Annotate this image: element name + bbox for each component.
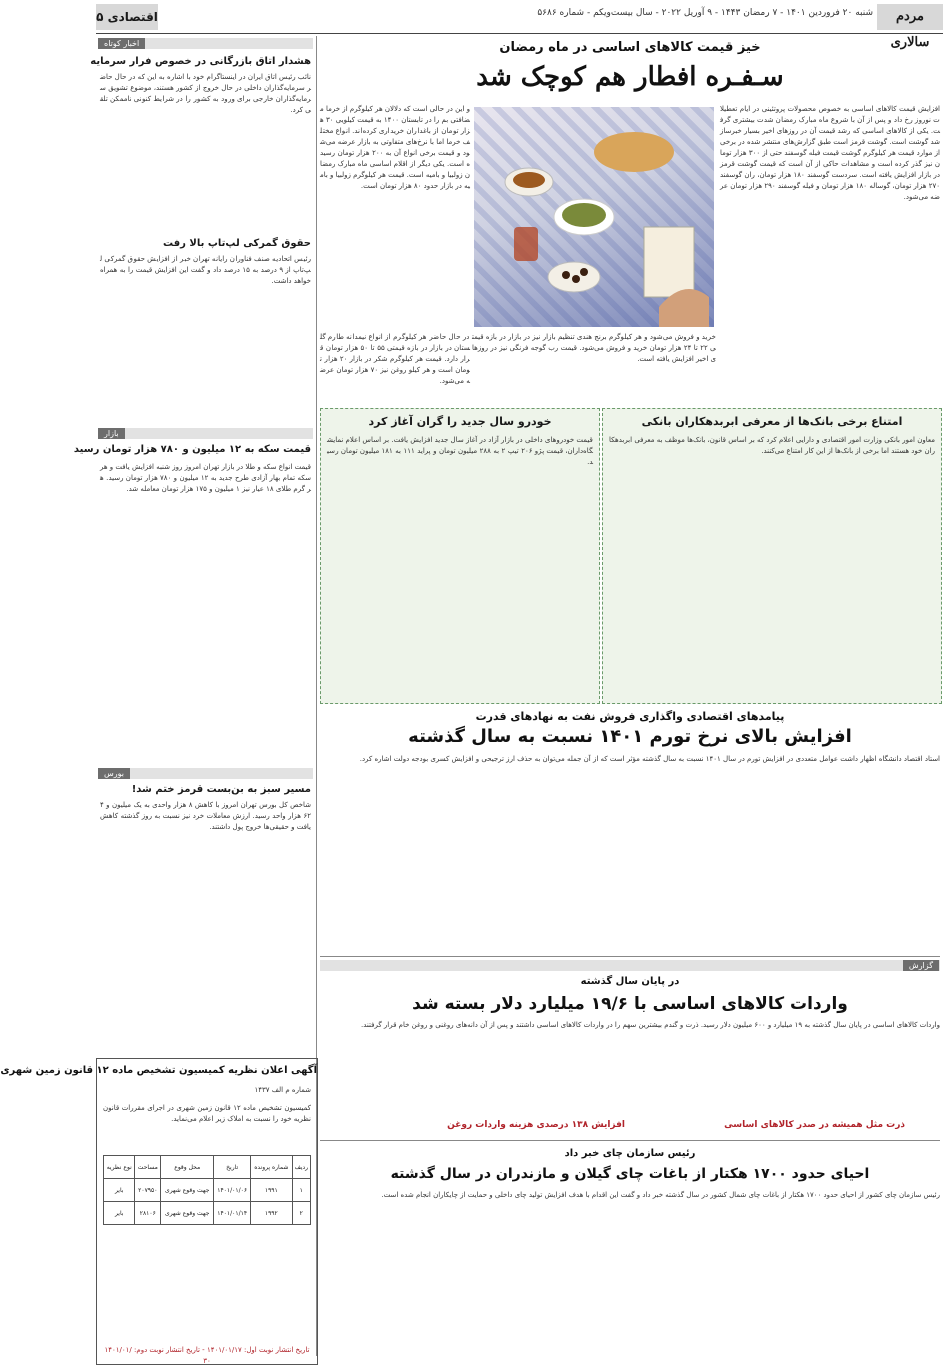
inflation-headline: افزایش بالای نرخ تورم ۱۴۰۱ نسبت به سال گذشته bbox=[408, 726, 852, 747]
iftar-table-photo bbox=[474, 107, 714, 327]
inflation-body: استاد اقتصاد دانشگاه اظهار داشت عوامل متعددی در افزایش تورم در سال ۱۴۰۱ نسبت به سال گذشته مؤثر است که از آن جمله می‌توان به حذف ارز ترجیحی و افزایش کسری بودجه دولت اشاره کرد. bbox=[359, 755, 940, 763]
sidebar-item-body: نائب رئیس اتاق ایران در اینستاگرام خود با اشاره به این که در حال حاضر سرمایه‌گذاران داخلی در حال خروج از کشور هستند، موضوع تشویق سرمایه‌گذاران خارجی برای ورود به کشور را در شرایط کنونی ناممکن تلقی کرد. bbox=[100, 73, 311, 114]
table-row bbox=[104, 1179, 311, 1202]
table-cell: ۱۹۹۱ bbox=[251, 1179, 293, 1202]
cars-body: قیمت خودروهای داخلی در بازار آزاد در آغاز سال جدید افزایش یافت. بر اساس اعلام نمایشگاه‌داران، قیمت پژو ۲۰۶ تیپ ۲ به ۲۸۸ میلیون تومان و پراید ۱۱۱ به ۱۸۱ میلیون تومان رسید. bbox=[327, 436, 593, 466]
banks-title: امتناع برخی بانک‌ها از معرفی ابربدهکاران بانکی bbox=[641, 415, 903, 428]
ad-table-header: تاریخ bbox=[214, 1156, 251, 1179]
ad-table-header: مساحت bbox=[135, 1156, 161, 1179]
main-story-body-right: افزایش قیمت کالاهای اساسی به خصوص محصولات پروتئینی در ایام تعطیلات نوروز رخ داد و پس از آن با شروع ماه مبارک رمضان شدت بیشتری گرفت. یکی از کالاهای اساسی که رشد قیمت آن در روزهای اخیر بسیار خبرساز شد گوشت است. گوشت قرمز است طبق گزارش‌های منتشر شده در برخی از موارد قیمت هر کیلوگرم گوشت قیمت فیله گوسفند حتی از ۳۰۰ هزار تومان نیز گذر کرده است و مشاهدات حاکی از آن است که قیمت گوشت قرمز در بازار افزایش یافته است. سردست گوسفند ۱۸۰ هزار تومان، ران گوسفند ۲۷۰ هزار تومان، گوساله ۱۸۰ هزار تومان و فیله گوسفند ۲۹۰ هزار تومان عرضه می‌شود. bbox=[720, 105, 940, 201]
table-cell: ۱۹۹۲ bbox=[251, 1202, 293, 1225]
table-cell: جهت وقوع شهری bbox=[161, 1179, 214, 1202]
ad-number: شماره م الف ۱۴۳۷ bbox=[254, 1086, 311, 1094]
ad-title: آگهی اعلان نظریه کمیسیون تشخیص ماده ۱۲ قانون زمین شهری bbox=[0, 1065, 317, 1076]
iftar-food-illustration bbox=[474, 107, 714, 327]
sidebar-item-title: حقوق گمرکی لپ‌تاپ بالا رفت bbox=[163, 238, 311, 249]
report-tag-bar bbox=[320, 960, 940, 971]
table-cell: جهت وقوع شهری bbox=[161, 1202, 214, 1225]
table-cell: ۲ bbox=[292, 1202, 310, 1225]
ad-table-header: ردیف bbox=[292, 1156, 310, 1179]
section-divider bbox=[320, 956, 940, 957]
photo-caption-text: خرید و فروش می‌شود و هر کیلوگرم برنج هندی تنظیم بازار نیز در بازار در بازه قیمتی ۲۲ تا ۲۴ هزار تومان خرید و فروش می‌شود. قیمت رب گوجه فرنگی نیز در روزهای اخیر افزایش یافته است. bbox=[472, 333, 717, 363]
sidebar-item-body: رئیس اتحادیه صنف فناوران رایانه تهران خبر از افزایش حقوق گمرکی لپ‌تاپ از ۹ درصد به ۱۵ درصد داد و گفت این افزایش قیمت را به همراه خواهد داشت. bbox=[100, 255, 311, 285]
section-divider bbox=[320, 1140, 940, 1141]
ad-table-header: محل وقوع bbox=[161, 1156, 214, 1179]
section-title: اقتصادی ۵ bbox=[96, 4, 158, 30]
bourse-body: شاخص کل بورس تهران امروز با کاهش ۸ هزار واحدی به یک میلیون و ۴۶۲ هزار واحد رسید. ارزش معاملات خرد نیز نسبت به روز گذشته کاهش یافت و حقیقی‌ها خروج پول داشتند. bbox=[100, 801, 311, 831]
table-cell: بایر bbox=[104, 1179, 135, 1202]
bourse-tag-bar bbox=[98, 768, 313, 779]
ad-intro: کمیسیون تشخیص ماده ۱۲ قانون زمین شهری در اجرای مقررات قانون نظریه خود را نسبت به املاک زیر اعلام می‌نماید. bbox=[103, 1104, 311, 1123]
table-cell: بایر bbox=[104, 1202, 135, 1225]
main-story-body-left: و این در حالی است که دلالان هر کیلوگرم از خرما مضافتی بم را در تابستان ۱۴۰۰ به قیمت کیلویی ۳۰ هزار تومان از باغداران خریداری کرده‌اند. انواع مختلف خرما اما با نرخ‌های متفاوتی به بازار عرضه می‌شود و قیمت برخی انواع آن به ۲۰۰ هزار تومان رسیده است. یکی دیگر از اقلام اساسی ماه مبارک رمضان زولبیا و بامیه است. قیمت هر کیلوگرم زولبیا و بامیه در بازار حدود ۸۰ هزار تومان است. bbox=[320, 105, 470, 190]
table-cell: ۱۴۰۱/۰۱/۱۴ bbox=[214, 1202, 251, 1225]
ad-footer: تاریخ انتشار نوبت اول: ۱۴۰۱/۰۱/۱۷ - تاریخ انتشار نوبت دوم: ۱۴۰۱/۰۱/۳۰ bbox=[104, 1346, 310, 1365]
main-story-col-middle: در حال حاضر هر کیلوگرم از انواع نیمدانه طارم گلستان در بازار در بازه قیمتی ۵۵ تا ۵۰ هزار تومان قرار دارد. قیمت هر کیلوگرم شکر در بازار ۲۰ هزار تومان است و هر کیلو روغن نیز ۷۰ هزار تومان عرضه می‌شود. bbox=[320, 333, 471, 385]
cars-title: خودرو سال جدید را گران آغاز کرد bbox=[368, 415, 552, 428]
tea-headline: احیای حدود ۱۷۰۰ هکتار از باغات چای گیلان و مازندران در سال گذشته bbox=[390, 1166, 870, 1182]
report-body: واردات کالاهای اساسی در پایان سال گذشته به ۱۹ میلیارد و ۶۰۰ میلیون دلار رسید. ذرت و گندم بیشترین سهم را در واردات کالاهای اساسی داشتند و پس از آن دانه‌های روغنی و روغن خام قرار گرفتند. bbox=[361, 1021, 940, 1029]
report-subhead-oil: افزایش ۱۳۸ درصدی هزینه واردات روغن bbox=[447, 1120, 625, 1130]
gold-body: قیمت انواع سکه و طلا در بازار تهران امروز روز شنبه افزایش یافت و هر سکه تمام بهار آزادی طرح جدید به ۱۲ میلیون و ۷۸۰ هزار تومان رسید. هر گرم طلای ۱۸ عیار نیز ۱ میلیون و ۱۷۵ هزار تومان معامله شد. bbox=[100, 463, 311, 493]
table-cell: ۲۰۷۹۵۰ bbox=[135, 1179, 161, 1202]
issue-info: شنبه ۲۰ فروردین ۱۴۰۱ - ۷ رمضان ۱۴۴۳ - ۹ آوریل ۲۰۲۲ - سال بیست‌و‌یکم - شماره ۵۶۸۶ bbox=[537, 8, 873, 18]
ad-table-header: نوع نظریه bbox=[104, 1156, 135, 1179]
report-headline: واردات کالاهای اساسی با ۱۹/۶ میلیارد دلار بسته شد bbox=[412, 994, 848, 1014]
banks-box bbox=[602, 408, 942, 704]
main-story-kicker: خیز قیمت کالاهای اساسی در ماه رمضان bbox=[499, 40, 761, 55]
cars-box bbox=[320, 408, 600, 704]
masthead-rule bbox=[96, 33, 943, 34]
gold-title: قیمت سکه به ۱۲ میلیون و ۷۸۰ هزار تومان رسید bbox=[73, 444, 311, 455]
banks-body: معاون امور بانکی وزارت امور اقتصادی و دارایی اعلام کرد که بر اساس قانون، بانک‌ها موظف به معرفی ابربدهکاران خود هستند اما برخی از بانک‌ها از این کار امتناع می‌کنند. bbox=[609, 436, 935, 455]
report-section-tag: گزارش bbox=[903, 960, 939, 971]
gold-tag-bar bbox=[98, 428, 313, 439]
table-cell: ۱۴۰۱/۰۱/۰۶ bbox=[214, 1179, 251, 1202]
newspaper-logo: مردم سالاری bbox=[877, 4, 943, 30]
legal-notice-ad bbox=[0, 1058, 318, 1365]
sidebar-section-tag: اخبار کوتاه bbox=[98, 38, 145, 49]
bourse-section-tag: بورس bbox=[98, 768, 130, 779]
tea-kicker: رئیس سازمان چای خبر داد bbox=[564, 1148, 696, 1159]
report-subhead-corn: ذرت مثل همیشه در صدر کالاهای اساسی bbox=[724, 1120, 905, 1130]
gold-section-tag: بازار bbox=[98, 428, 125, 439]
bourse-title: مسیر سبز به بن‌بست قرمز ختم شد! bbox=[131, 784, 311, 795]
ad-table bbox=[103, 1155, 311, 1225]
sidebar-item-title: هشدار اتاق بازرگانی در خصوص فرار سرمایه bbox=[90, 56, 311, 67]
table-cell: ۱ bbox=[292, 1179, 310, 1202]
table-cell: ۲۸۱۰۶ bbox=[135, 1202, 161, 1225]
ad-table-header: شماره پرونده bbox=[251, 1156, 293, 1179]
table-row bbox=[104, 1202, 311, 1225]
inflation-kicker: پیامدهای اقتصادی واگذاری فروش نفت به نهادهای قدرت bbox=[475, 710, 785, 723]
report-kicker: در پایان سال گذشته bbox=[580, 976, 680, 987]
tea-body: رئیس سازمان چای کشور از احیای حدود ۱۷۰۰ هکتار از باغات چای شمال کشور در سال گذشته خبر داد و گفت این اقدام با هدف افزایش تولید چای داخلی و حمایت از چایکاران انجام شده است. bbox=[381, 1191, 940, 1199]
main-story-headline: سـفـره افطار هم کوچک شد bbox=[476, 62, 784, 92]
